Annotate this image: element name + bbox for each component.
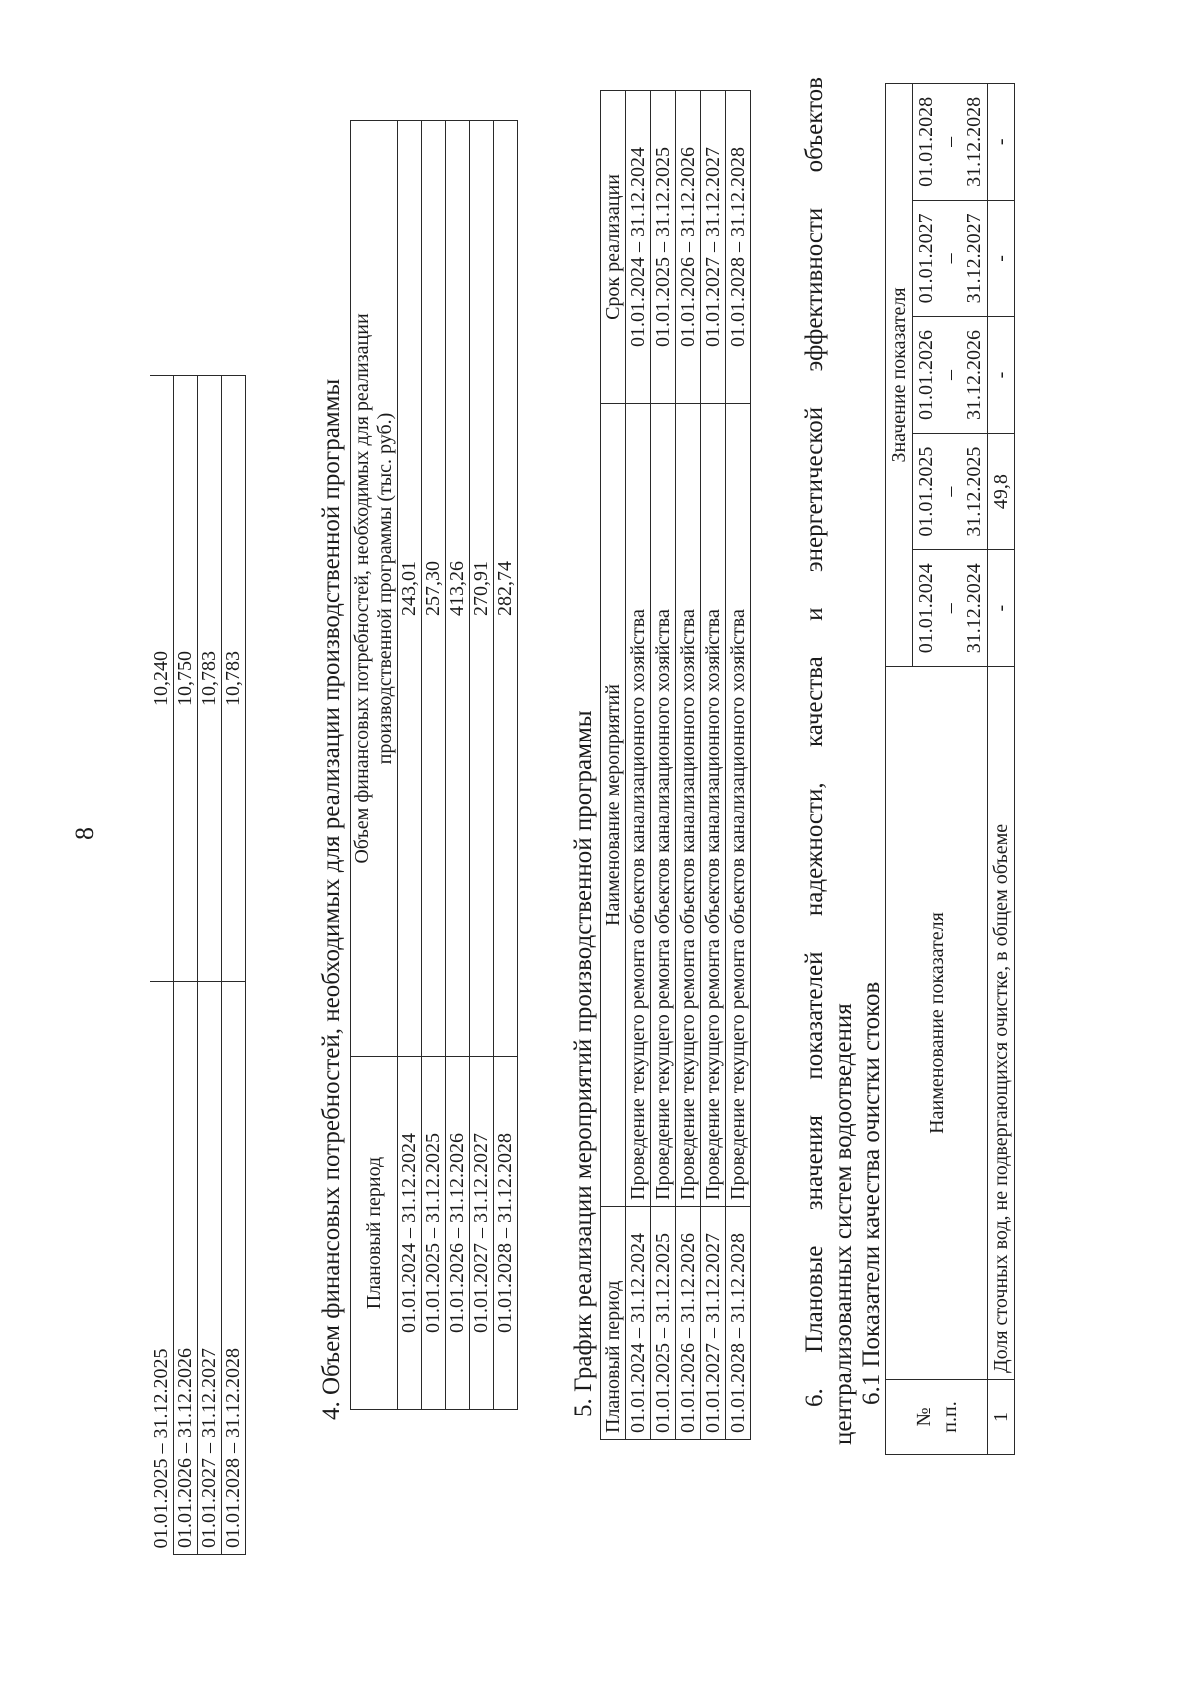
period-header: Плановый период bbox=[351, 1057, 398, 1410]
period-cell: 01.01.2025 – 31.12.2025 bbox=[150, 982, 174, 1555]
period-start: 01.01.2026 bbox=[915, 330, 937, 421]
table-row bbox=[494, 121, 518, 1410]
term-cell: 01.01.2024 – 31.12.2024 bbox=[626, 91, 651, 404]
section-6-1-subtitle: 6.1 Показатели качества очистки стоков bbox=[858, 981, 885, 1405]
table-row bbox=[701, 91, 726, 1440]
table-row bbox=[470, 121, 494, 1410]
period-cell: 01.01.2027 – 31.12.2027 bbox=[198, 982, 222, 1555]
table-row bbox=[626, 91, 651, 1440]
value-cell: 282,74 bbox=[494, 121, 518, 1057]
period-cell: 01.01.2026 – 31.12.2026 bbox=[676, 1207, 701, 1440]
period-dash: – bbox=[939, 603, 961, 614]
indicator-value-cell: - bbox=[988, 550, 1015, 667]
number-header-line2: п.п. bbox=[938, 1401, 961, 1433]
number-header-line1: № bbox=[912, 1407, 935, 1427]
page-number: 8 bbox=[70, 827, 99, 840]
section-4-title: 4. Объем финансовых потребностей, необходимых для реализации производственной программы bbox=[318, 378, 345, 1420]
period-start: 01.01.2028 bbox=[915, 96, 937, 187]
table-row bbox=[988, 84, 1015, 1455]
period-start: 01.01.2024 bbox=[915, 563, 937, 654]
period-cell: 01.01.2025 – 31.12.2025 bbox=[651, 1207, 676, 1440]
table-row bbox=[726, 91, 751, 1440]
indicator-value-cell: - bbox=[988, 200, 1015, 317]
value-cell: 10,750 bbox=[174, 376, 198, 982]
term-cell: 01.01.2028 – 31.12.2028 bbox=[726, 91, 751, 404]
value-cell: 10,783 bbox=[198, 376, 222, 982]
period-header-cell bbox=[913, 200, 988, 317]
term-header: Срок реализации bbox=[601, 91, 626, 404]
measure-name-cell: Проведение текущего ремонта объектов канализационного хозяйства bbox=[651, 404, 676, 1207]
measure-name-cell: Проведение текущего ремонта объектов канализационного хозяйства bbox=[701, 404, 726, 1207]
volume-header-line1: Объем финансовых потребностей, необходимых для реализации bbox=[351, 313, 373, 864]
table-row bbox=[398, 121, 422, 1410]
quality-indicators-table bbox=[885, 83, 1015, 1455]
indicator-value-cell: 49,8 bbox=[988, 433, 1015, 550]
period-cell: 01.01.2026 – 31.12.2026 bbox=[446, 1057, 470, 1410]
table-row bbox=[422, 121, 446, 1410]
number-header bbox=[886, 1380, 988, 1455]
table-header-row bbox=[351, 121, 398, 1410]
term-cell: 01.01.2027 – 31.12.2027 bbox=[701, 91, 726, 404]
period-end: 31.12.2024 bbox=[963, 563, 985, 654]
indicator-value-cell: - bbox=[988, 84, 1015, 201]
period-cell: 01.01.2027 – 31.12.2027 bbox=[470, 1057, 494, 1410]
period-cell: 01.01.2024 – 31.12.2024 bbox=[626, 1207, 651, 1440]
period-dash: – bbox=[939, 253, 961, 264]
term-cell: 01.01.2025 – 31.12.2025 bbox=[651, 91, 676, 404]
measure-name-cell: Проведение текущего ремонта объектов канализационного хозяйства bbox=[726, 404, 751, 1207]
period-dash: – bbox=[939, 370, 961, 381]
period-end: 31.12.2026 bbox=[963, 330, 985, 421]
value-cell: 257,30 bbox=[422, 121, 446, 1057]
period-cell: 01.01.2028 – 31.12.2028 bbox=[222, 982, 246, 1555]
volume-header-line2: производственной программы (тыс. руб.) bbox=[374, 412, 396, 765]
name-header: Наименование мероприятий bbox=[601, 404, 626, 1207]
continued-table bbox=[150, 375, 246, 1555]
value-cell: 243,01 bbox=[398, 121, 422, 1057]
value-cell: 10,783 bbox=[222, 376, 246, 982]
term-cell: 01.01.2026 – 31.12.2026 bbox=[676, 91, 701, 404]
period-end: 31.12.2028 bbox=[963, 96, 985, 187]
period-header-cell bbox=[913, 84, 988, 201]
row-number-cell: 1 bbox=[988, 1380, 1015, 1455]
indicator-value-cell: - bbox=[988, 317, 1015, 434]
period-header-cell bbox=[913, 317, 988, 434]
section-5-title: 5. График реализации мероприятий производственной программы bbox=[570, 710, 597, 1417]
period-dash: – bbox=[939, 136, 961, 147]
period-end: 31.12.2027 bbox=[963, 213, 985, 304]
period-header-cell bbox=[913, 550, 988, 667]
indicator-name-header: Наименование показателя bbox=[886, 667, 988, 1380]
table-row bbox=[150, 376, 174, 1555]
period-end: 31.12.2025 bbox=[963, 446, 985, 537]
table-row bbox=[446, 121, 470, 1410]
period-header: Плановый период bbox=[601, 1207, 626, 1440]
measure-name-cell: Проведение текущего ремонта объектов канализационного хозяйства bbox=[676, 404, 701, 1207]
measure-name-cell: Проведение текущего ремонта объектов канализационного хозяйства bbox=[626, 404, 651, 1207]
period-cell: 01.01.2024 – 31.12.2024 bbox=[398, 1057, 422, 1410]
table-row bbox=[174, 376, 198, 1555]
period-header-cell bbox=[913, 433, 988, 550]
table-row bbox=[676, 91, 701, 1440]
indicator-value-header: Значение показателя bbox=[886, 84, 913, 667]
value-cell: 413,26 bbox=[446, 121, 470, 1057]
period-start: 01.01.2025 bbox=[915, 446, 937, 537]
period-cell: 01.01.2028 – 31.12.2028 bbox=[494, 1057, 518, 1410]
rotated-page bbox=[30, 45, 1140, 1585]
section-6-title: 6. Плановые значения показателей надежности, качества и энергетической эффективности объектов bbox=[801, 77, 828, 1407]
value-cell: 270,91 bbox=[470, 121, 494, 1057]
table-header-row bbox=[601, 91, 626, 1440]
volume-header bbox=[351, 121, 398, 1057]
period-start: 01.01.2027 bbox=[915, 213, 937, 304]
period-dash: – bbox=[939, 486, 961, 497]
period-cell: 01.01.2028 – 31.12.2028 bbox=[726, 1207, 751, 1440]
table-row bbox=[222, 376, 246, 1555]
table-header-row bbox=[886, 84, 913, 1455]
indicator-name-cell: Доля сточных вод, не подвергающихся очистке, в общем объеме bbox=[988, 667, 1015, 1380]
table-row bbox=[198, 376, 222, 1555]
table-row bbox=[651, 91, 676, 1440]
section-6-title-continued: централизованных систем водоотведения bbox=[830, 1003, 857, 1445]
value-cell: 10,240 bbox=[150, 376, 174, 982]
period-cell: 01.01.2026 – 31.12.2026 bbox=[174, 982, 198, 1555]
schedule-table bbox=[600, 90, 751, 1440]
financial-needs-table bbox=[350, 120, 518, 1410]
period-cell: 01.01.2025 – 31.12.2025 bbox=[422, 1057, 446, 1410]
period-cell: 01.01.2027 – 31.12.2027 bbox=[701, 1207, 726, 1440]
